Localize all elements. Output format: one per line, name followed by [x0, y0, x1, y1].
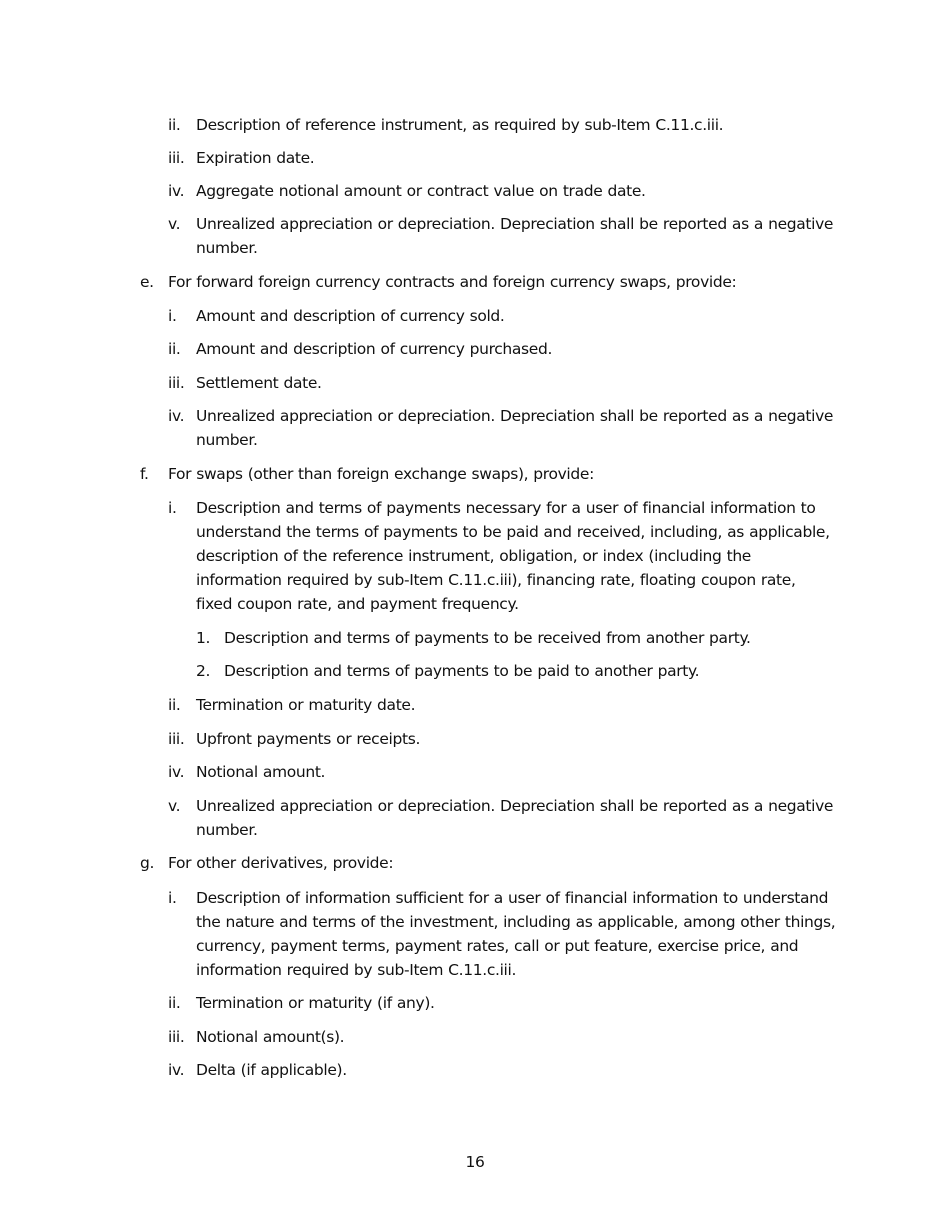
- item-number: ii.: [168, 994, 181, 1012]
- item-text: Termination or maturity (if any).: [196, 994, 435, 1012]
- item-text: Amount and description of currency purchased.: [196, 340, 553, 358]
- item-text: Delta (if applicable).: [196, 1061, 347, 1079]
- item-number: iv.: [168, 407, 185, 425]
- item-text: Unrealized appreciation or depreciation. Depreciation shall be reported as a negative number.: [196, 407, 834, 449]
- item-text: For swaps (other than foreign exchange swaps), provide:: [168, 465, 594, 483]
- item-number: i.: [168, 307, 177, 325]
- item-number: ii.: [168, 116, 181, 134]
- item-text: Settlement date.: [196, 374, 322, 392]
- item-number: iv.: [168, 182, 185, 200]
- item-text: Description and terms of payments to be received from another party.: [224, 629, 751, 647]
- item-text: Unrealized appreciation or depreciation. Depreciation shall be reported as a negative number.: [196, 215, 834, 257]
- item-number: 1.: [196, 629, 211, 647]
- item-number: iv.: [168, 763, 185, 781]
- item-number: i.: [168, 499, 177, 517]
- item-text: Notional amount.: [196, 763, 326, 781]
- item-number: iii.: [168, 1028, 185, 1046]
- item-text: Aggregate notional amount or contract value on trade date.: [196, 182, 646, 200]
- item-text: Description of information sufficient for a user of financial information to understand the nature and terms of the investment, including as applicable, among other things, currency, payment terms, payment rates, call or put feature, exercise price, and information required by sub-Item C.11.c.iii.: [196, 889, 836, 979]
- item-text: Termination or maturity date.: [196, 696, 416, 714]
- item-number: iii.: [168, 374, 185, 392]
- item-number: v.: [168, 797, 181, 815]
- item-text: For forward foreign currency contracts and foreign currency swaps, provide:: [168, 273, 737, 291]
- item-text: Description of reference instrument, as required by sub-Item C.11.c.iii.: [196, 116, 724, 134]
- item-number: iii.: [168, 149, 185, 167]
- item-number: ii.: [168, 696, 181, 714]
- item-number: v.: [168, 215, 181, 233]
- item-text: Unrealized appreciation or depreciation. Depreciation shall be reported as a negative number.: [196, 797, 834, 839]
- item-number: ii.: [168, 340, 181, 358]
- item-letter: g.: [140, 854, 155, 872]
- item-text: Notional amount(s).: [196, 1028, 345, 1046]
- item-text: Amount and description of currency sold.: [196, 307, 505, 325]
- item-text: Description and terms of payments necessary for a user of financial information to understand the terms of payments to be paid and received, including, as applicable, description of the reference instrument, obligation, or index (including the information required by sub-Item C.11.c.iii), financing rate, floating coupon rate, fixed coupon rate, and payment frequency.: [196, 499, 830, 613]
- item-letter: f.: [140, 465, 149, 483]
- item-letter: e.: [140, 273, 154, 291]
- item-text: Upfront payments or receipts.: [196, 730, 421, 748]
- item-number: 2.: [196, 662, 211, 680]
- page-number: 16: [465, 1153, 485, 1171]
- item-text: Expiration date.: [196, 149, 315, 167]
- item-number: i.: [168, 889, 177, 907]
- item-number: iii.: [168, 730, 185, 748]
- item-text: Description and terms of payments to be paid to another party.: [224, 662, 700, 680]
- item-text: For other derivatives, provide:: [168, 854, 394, 872]
- item-number: iv.: [168, 1061, 185, 1079]
